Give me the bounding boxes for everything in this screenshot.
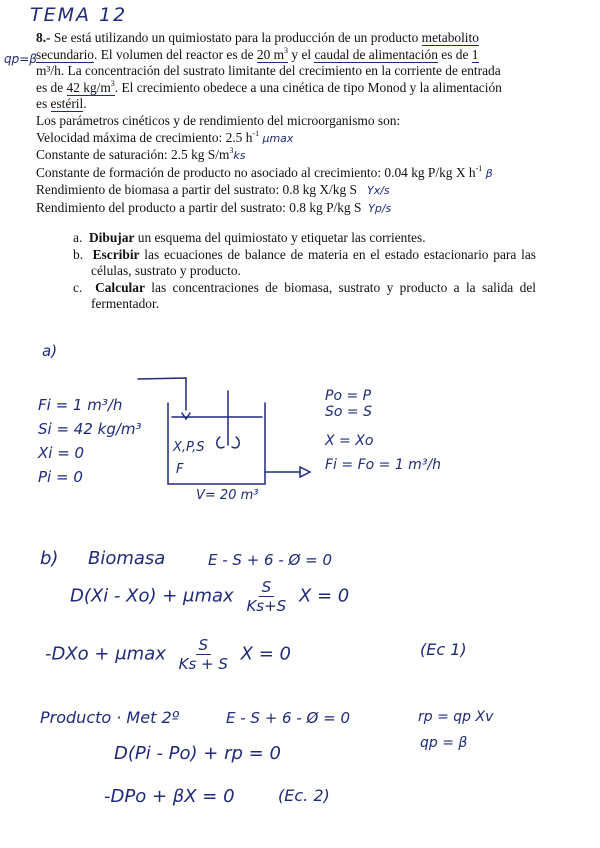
inlet-product: Pi = 0 (38, 468, 83, 486)
frac-den: Ks + S (178, 655, 228, 673)
text: es de (441, 46, 469, 62)
biomasa-balance: E - S + 6 - Ø = 0 (208, 551, 332, 569)
param-line (36, 200, 536, 218)
rp-definition: rp = qp Xv (418, 709, 494, 725)
underlined-text: 20 $m^3$ (256, 45, 289, 62)
param-text: Velocidad máxima de crecimiento: 2.5 h (36, 129, 253, 145)
param-sup: 3 (229, 146, 234, 156)
param-line (36, 182, 536, 200)
equation-product-2: -DPo + βX = 0 (104, 786, 235, 807)
problem-statement (36, 30, 536, 218)
param-annotation: β (485, 166, 493, 180)
inlet-substrate: Si = 42 kg/m³ (38, 420, 142, 438)
underlined-text: secundario (36, 46, 95, 62)
questions-list (36, 230, 536, 313)
inlet-arrow-icon (182, 413, 190, 419)
text: y el (291, 46, 312, 62)
margin-note: qp=β (4, 52, 37, 66)
problem-line-5 (36, 96, 536, 113)
problem-line-3 (36, 63, 536, 80)
question-item (36, 247, 536, 280)
question-text: las ecuaciones de balance de materia en el estado estacionario para las células, sustrato y producto. (91, 246, 536, 279)
monod-fraction (243, 578, 289, 615)
biomasa-title: Biomasa (88, 548, 166, 569)
frac-den: Ks+S (246, 597, 287, 615)
part-a-label: a) (42, 342, 58, 360)
question-item (36, 230, 536, 247)
underlined-text: estéril (50, 96, 84, 112)
frac-num: S (259, 578, 275, 597)
param-sup: -1 (475, 163, 483, 173)
eq-term: D(Xi - Xo) + μmax (70, 585, 234, 607)
param-line (36, 147, 536, 165)
outlet-substrate: So = S (325, 404, 372, 420)
param-annotation: Yp/s (368, 201, 392, 215)
stirrer-blade-right (232, 437, 239, 448)
question-verb: Dibujar (89, 230, 135, 245)
problem-line-1 (36, 30, 536, 47)
param-annotation: Yx/s (367, 184, 390, 198)
qp-definition: qp = β (420, 735, 468, 751)
param-line (36, 130, 536, 148)
equation-biomass-1 (70, 578, 349, 615)
question-text: las concentraciones de biomasa, sustrato y producto a la salida del fermentador. (91, 279, 536, 312)
stirrer-blade-left (217, 437, 224, 448)
outlet-product: Po = P (325, 388, 372, 404)
param-annotation: μmax (262, 131, 294, 145)
question-verb: Calcular (95, 279, 145, 295)
text: Se está utilizando un quimiostato para la producción de un producto (53, 30, 419, 45)
param-text: Rendimiento de biomasa a partir del sustrato: 0.8 kg X/kg S (36, 182, 357, 198)
question-letter: a. (73, 230, 83, 245)
question-verb: Escribir (92, 246, 140, 262)
reactor-contents: X,P,S (173, 440, 205, 455)
tema-title: TEMA 12 (30, 4, 128, 26)
underlined-text: caudal de alimentación (314, 46, 438, 62)
text: m³/h. La concentración del sustrato limitante del crecimiento en la corriente de entrada (36, 63, 501, 79)
equation-product-1: D(Pi - Po) + rp = 0 (114, 743, 281, 764)
params-list (36, 130, 536, 218)
problem-line-4 (36, 80, 536, 97)
problem-number: 8.- (36, 30, 51, 45)
outlet-flow: Fi = Fo = 1 m³/h (325, 457, 442, 473)
frac-num: S (196, 636, 212, 655)
inlet-biomass: Xi = 0 (38, 444, 85, 462)
param-text: Constante de formación de producto no asociado al crecimiento: 0.04 kg P/kg X h (36, 164, 476, 180)
text: 20 m (256, 46, 285, 62)
question-letter: b. (73, 246, 84, 262)
producto-balance: E - S + 6 - Ø = 0 (226, 709, 350, 727)
text: es de (36, 79, 64, 95)
underlined-text: 42 $kg/m^3$ (66, 78, 115, 95)
problem-line-2 (36, 47, 536, 64)
question-item (36, 280, 536, 313)
param-sup: -1 (252, 128, 260, 138)
param-text: Rendimiento del producto a partir del sustrato: 0.8 kg P/kg S (36, 199, 362, 215)
params-intro: Los parámetros cinéticos y de rendimiento del microorganismo son: (36, 112, 401, 128)
param-annotation: ks (233, 149, 246, 163)
ec1-label: (Ec 1) (420, 640, 467, 659)
equation-biomass-2 (45, 636, 291, 673)
question-letter: c. (73, 279, 83, 295)
text: 42 kg/m (66, 79, 111, 95)
outlet-biomass: X = Xo (325, 433, 374, 449)
text: . (83, 96, 87, 112)
underlined-text: metabolito (421, 30, 479, 45)
reactor-f-label: F (176, 462, 184, 477)
param-line (36, 165, 536, 183)
eq-term: X = 0 (240, 643, 291, 665)
text: . El volumen del reactor es de (94, 46, 254, 62)
monod-fraction (176, 636, 231, 673)
text: . El crecimiento obedece a una cinética de tipo Monod y la alimentación (114, 79, 502, 95)
inlet-flow: Fi = 1 m³/h (38, 396, 123, 414)
part-b-label: b) (40, 548, 59, 569)
eq-term: -DXo + μmax (45, 643, 166, 665)
inlet-conditions (38, 393, 142, 489)
question-text: un esquema del quimiostato y etiquetar las corrientes. (137, 230, 426, 245)
outlet-conditions (325, 388, 441, 473)
text: es (36, 96, 48, 112)
producto-title: Producto · Met 2º (40, 708, 180, 727)
ec2-label: (Ec. 2) (278, 786, 330, 805)
reactor-volume: V= 20 m³ (196, 488, 259, 503)
param-text: Constante de saturación: 2.5 kg S/m (36, 147, 230, 163)
underlined-text: 1 (471, 46, 479, 62)
eq-term: X = 0 (298, 585, 350, 607)
outlet-arrow-icon (300, 467, 310, 477)
inlet-pipe (138, 378, 186, 410)
